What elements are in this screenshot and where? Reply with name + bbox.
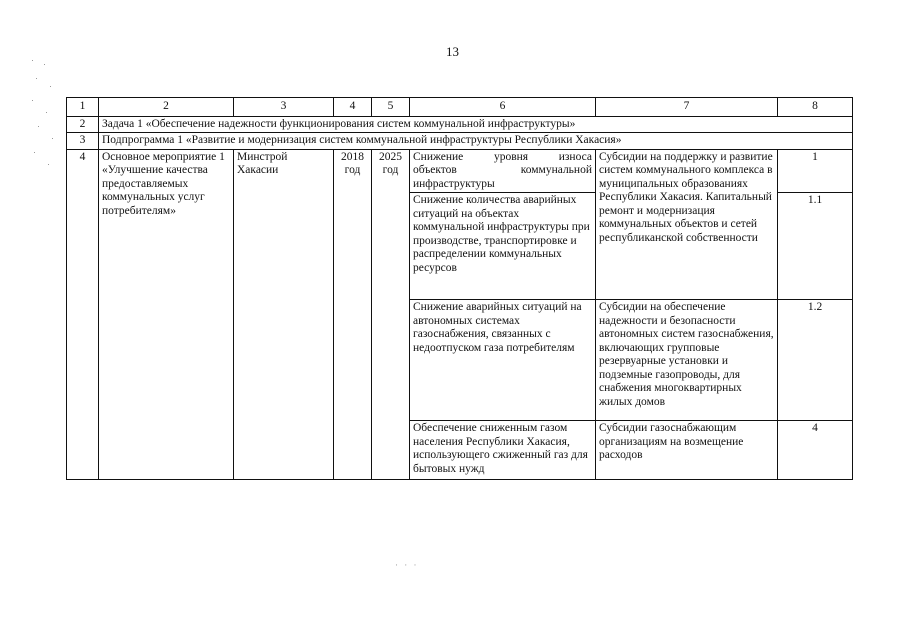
indicator-cell: Снижение количества аварийных ситуаций на объектах коммунальной инфраструктуры при производстве, транспортировке и распределении коммунальных ресурсов [410, 193, 596, 300]
subprogram-row [67, 133, 853, 150]
indicator-word: Снижение [413, 150, 464, 163]
subprogram-title: Подпрограмма 1 «Развитие и модернизация систем коммунальной инфраструктуры Республики Хакасия» [99, 133, 853, 150]
header-cell: 3 [234, 98, 334, 117]
header-cell: 6 [410, 98, 596, 117]
main-activity-row [67, 149, 853, 193]
activity-name: Основное мероприятие 1 «Улучшение качества предоставляемых коммунальных услуг потребителям» [99, 149, 234, 480]
task-row [67, 116, 853, 133]
measure-cell: Субсидии на обеспечение надежности и безопасности автономных систем газоснабжения, включающих групповые резервуарные установки и подземные газопроводы, для снабжения многоквартирных жилых домов [596, 300, 778, 421]
header-cell: 2 [99, 98, 234, 117]
program-table [66, 97, 853, 480]
header-cell: 8 [778, 98, 853, 117]
executor: Минстрой Хакасии [234, 149, 334, 480]
scan-artifact: · · · [395, 560, 419, 570]
indicator-code: 1.1 [778, 193, 853, 300]
indicator-word: коммунальной [520, 164, 592, 176]
margin-scan-marks [30, 60, 60, 170]
start-year: 2018 год [334, 149, 372, 480]
indicator-code: 1.2 [778, 300, 853, 421]
indicator-word: объектов [413, 164, 457, 176]
row-number: 2 [67, 116, 99, 133]
indicator-code: 1 [778, 149, 853, 193]
measure-shared: Субсидии на поддержку и развитие систем коммунального комплекса в муниципальных образованиях Республики Хакасия. Капитальный ремонт и модернизация коммунальных объектов и сетей республиканской собственности [596, 149, 778, 300]
header-cell: 4 [334, 98, 372, 117]
indicator-code: 4 [778, 421, 853, 480]
task-title: Задача 1 «Обеспечение надежности функционирования систем коммунальной инфраструктуры» [99, 116, 853, 133]
header-cell: 5 [372, 98, 410, 117]
end-year: 2025 год [372, 149, 410, 480]
row-number: 3 [67, 133, 99, 150]
indicator-line-3: инфраструктуры [413, 177, 495, 190]
indicator-cell: Снижение аварийных ситуаций на автономных системах газоснабжения, связанных с недоотпуском газа потребителям [410, 300, 596, 421]
page-number: 13 [446, 44, 459, 59]
row-number: 4 [67, 149, 99, 480]
indicator-cell [410, 149, 596, 193]
header-cell: 7 [596, 98, 778, 117]
indicator-line-2 [413, 164, 592, 178]
indicator-word: уровня [493, 150, 529, 163]
header-cell: 1 [67, 98, 99, 117]
indicator-word: износа [558, 150, 592, 163]
header-row [67, 98, 853, 117]
measure-cell: Субсидии газоснабжающим организациям на возмещение расходов [596, 421, 778, 480]
indicator-line-1 [413, 151, 592, 165]
indicator-cell: Обеспечение сниженным газом населения Республики Хакасия, использующего сжиженный газ для бытовых нужд [410, 421, 596, 480]
